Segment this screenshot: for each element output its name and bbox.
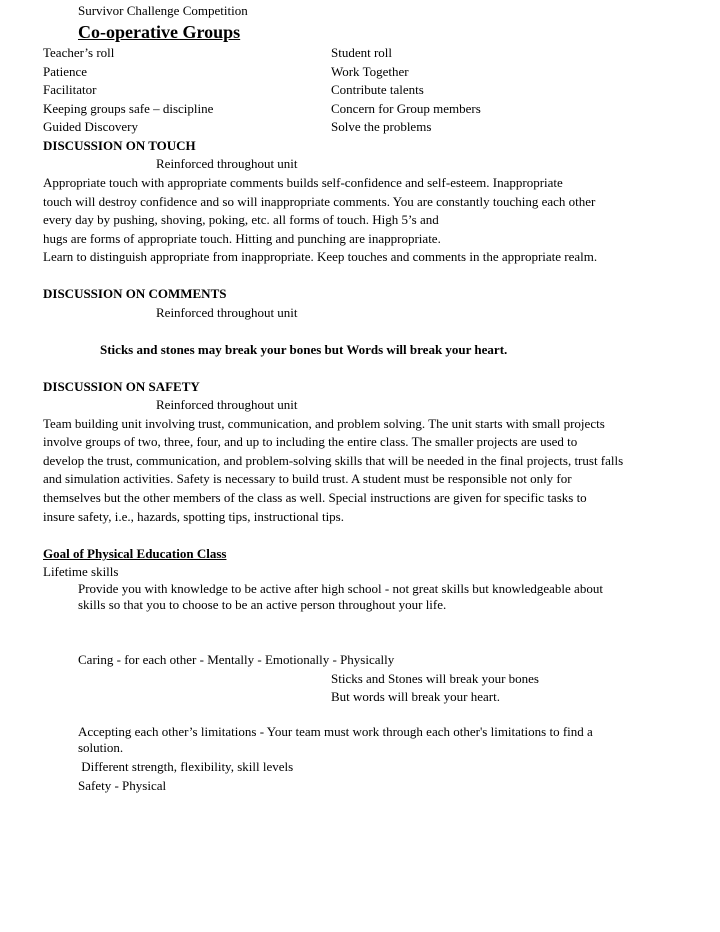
- teacher-role-item: Keeping groups safe – discipline: [43, 101, 214, 116]
- teacher-role-item: Teacher’s roll: [43, 45, 115, 60]
- paragraph-line: Team building unit involving trust, communication, and problem solving. The unit starts with small projects: [43, 416, 605, 431]
- safety-note: Reinforced throughout unit: [156, 397, 298, 412]
- different-levels-line: Different strength, flexibility, skill levels: [78, 759, 294, 774]
- touch-heading: DISCUSSION ON TOUCH: [43, 138, 196, 153]
- paragraph-line: insure safety, i.e., hazards, spotting tips, instructional tips.: [43, 509, 344, 524]
- paragraph-line: involve groups of two, three, four, and up to including the entire class. The smaller projects are used to: [43, 434, 578, 449]
- goal-heading: Goal of Physical Education Class: [43, 546, 227, 561]
- paragraph-line: Learn to distinguish appropriate from inappropriate. Keep touches and comments in the appropriate realm.: [43, 249, 598, 264]
- student-role-item: Student roll: [331, 45, 393, 60]
- comments-quote: Sticks and stones may break your bones but Words will break your heart.: [100, 342, 508, 357]
- safety-physical-line: Safety - Physical: [78, 778, 167, 793]
- teacher-role-item: Guided Discovery: [43, 119, 138, 134]
- lifetime-skills-label: Lifetime skills: [43, 564, 119, 579]
- student-role-item: Concern for Group members: [331, 101, 481, 116]
- paragraph-line: themselves but the other members of the class as well. Special instructions are given for specific tasks to: [43, 490, 587, 505]
- sticks-line: But words will break your heart.: [331, 689, 500, 704]
- paragraph-line: hugs are forms of appropriate touch. Hitting and punching are inappropriate.: [43, 231, 441, 246]
- paragraph-line: Appropriate touch with appropriate comments builds self-confidence and self-esteem. Inappropriate: [43, 175, 563, 190]
- touch-note: Reinforced throughout unit: [156, 156, 298, 171]
- document-title: Co-operative Groups: [78, 22, 241, 42]
- teacher-role-item: Facilitator: [43, 82, 97, 97]
- paragraph-line: develop the trust, communication, and problem-solving skills that will be needed in the final projects, trust falls: [43, 453, 624, 468]
- student-role-item: Work Together: [331, 64, 409, 79]
- paragraph-line: touch will destroy confidence and so will inappropriate comments. You are constantly touching each other: [43, 194, 596, 209]
- document-subtitle: Survivor Challenge Competition: [78, 3, 248, 18]
- paragraph-line: every day by pushing, shoving, poking, etc. all forms of touch. High 5’s and: [43, 212, 439, 227]
- accepting-line: solution.: [78, 740, 124, 755]
- accepting-line: Accepting each other’s limitations - Your team must work through each other's limitations to find a: [78, 724, 593, 739]
- student-role-item: Contribute talents: [331, 82, 424, 97]
- safety-heading: DISCUSSION ON SAFETY: [43, 379, 200, 394]
- caring-line: Caring - for each other - Mentally - Emotionally - Physically: [78, 652, 395, 667]
- student-role-item: Solve the problems: [331, 119, 432, 134]
- paragraph-line: and simulation activities. Safety is necessary to build trust. A student must be responsible not only for: [43, 471, 572, 486]
- teacher-role-item: Patience: [43, 64, 88, 79]
- provide-line: Provide you with knowledge to be active after high school - not great skills but knowledgeable about: [78, 581, 603, 596]
- provide-line: skills so that you to choose to be an active person throughout your life.: [78, 597, 447, 612]
- comments-note: Reinforced throughout unit: [156, 305, 298, 320]
- sticks-line: Sticks and Stones will break your bones: [331, 671, 539, 686]
- comments-heading: DISCUSSION ON COMMENTS: [43, 286, 227, 301]
